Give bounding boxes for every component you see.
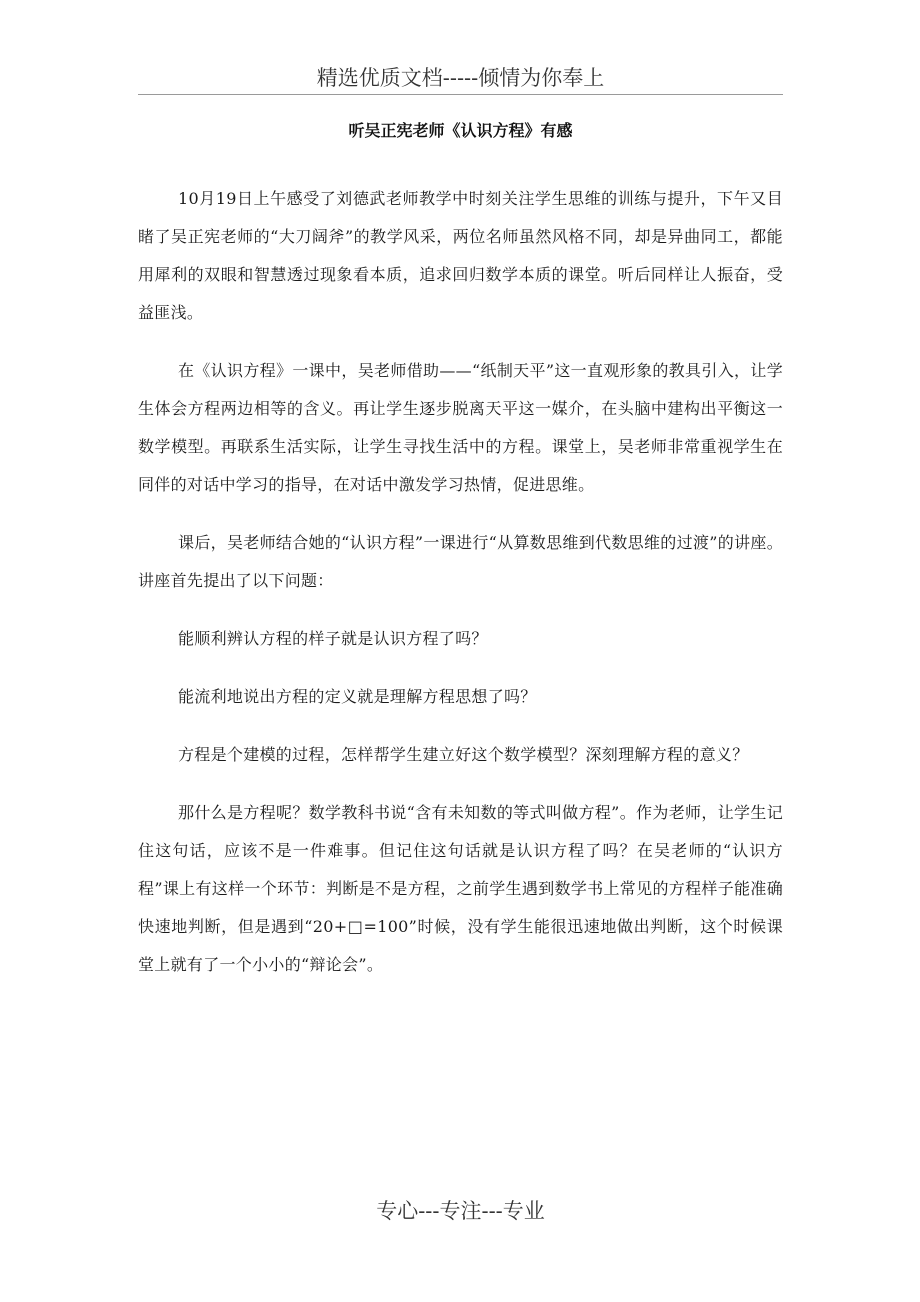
paragraph-4: 能顺利辨认方程的样子就是认识方程了吗？ [178,629,488,648]
paragraph-6: 方程是个建模的过程，怎样帮学生建立好这个数学模型？深刻理解方程的意义？ [178,745,749,764]
paragraph-7: 那什么是方程呢？数学教科书说“含有未知数的等式叫做方程”。作为老师，让学生记住这句话，应该不是一件难事。但记住这句话就是认识方程了吗？在吴老师的“认识方程”课上有这样一个环节：判断是不是方程，之前学生遇到数学书上常见的方程样子能准确快速地判断，但是遇到“20+□=100”时候，没有学生能很迅速地做出判断，这个时候课堂上就有了一个小小的“辩论会”。 [138,803,783,974]
paragraph-1: 10月19日上午感受了刘德武老师教学中时刻关注学生思维的训练与提升，下午又目睹了吴正宪老师的“大刀阔斧”的教学风采，两位名师虽然风格不同，却是异曲同工，都能用犀利的双眼和智慧透过现象看本质，追求回归数学本质的课堂。听后同样让人振奋，受益匪浅。 [138,189,783,322]
document-body [138,180,783,984]
paragraph-5: 能流利地说出方程的定义就是理解方程思想了吗？ [178,687,537,706]
page-footer: 专心---专注---专业 [376,1199,545,1223]
document-title: 听吴正宪老师《认识方程》有感 [348,121,573,140]
paragraph-2: 在《认识方程》一课中，吴老师借助——“纸制天平”这一直观形象的教具引入，让学生体会方程两边相等的含义。再让学生逐步脱离天平这一媒介，在头脑中建构出平衡这一数学模型。再联系生活实际，让学生寻找生活中的方程。课堂上，吴老师非常重视学生在同伴的对话中学习的指导，在对话中激发学习热情，促进思维。 [138,361,783,494]
paragraph-3: 课后，吴老师结合她的“认识方程”一课进行“从算数思维到代数思维的过渡”的讲座。讲座首先提出了以下问题： [138,533,783,590]
page-header: 精选优质文档-----倾情为你奉上 [138,62,783,95]
